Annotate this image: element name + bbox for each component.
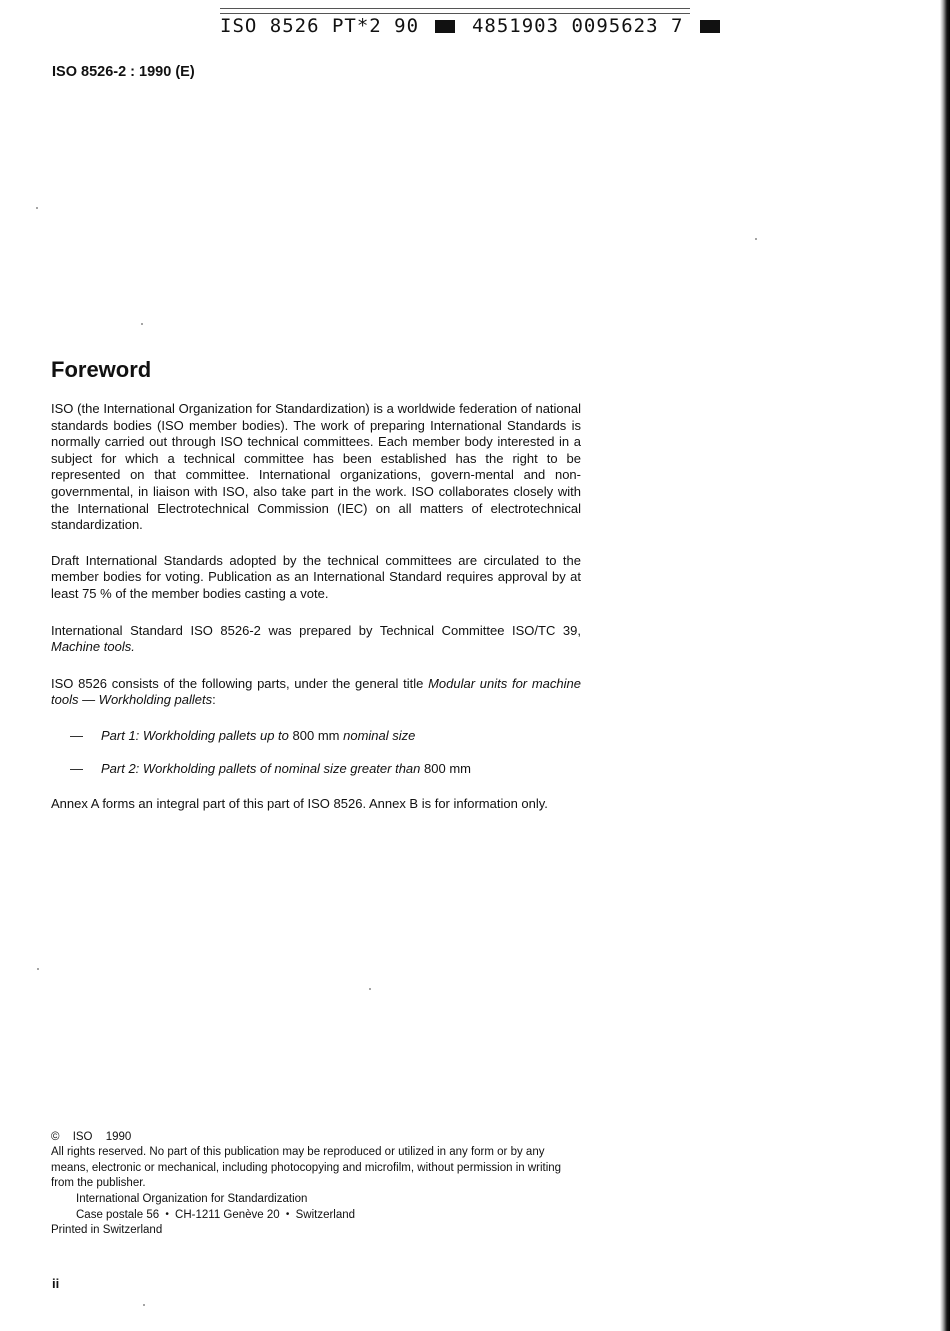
- publisher-name: International Organization for Standardization: [76, 1192, 308, 1205]
- paragraph-4-colon: :: [212, 692, 216, 708]
- paragraph-4-text: ISO 8526 consists of the following parts, under the general title: [51, 675, 424, 691]
- document-id: ISO 8526-2 : 1990 (E): [52, 64, 195, 80]
- catalog-code-a: ISO 8526 PT*2 90: [220, 15, 420, 37]
- foreword-paragraph-1: ISO (the International Organization for Standardization) is a worldwide federation of national standards bodies (ISO member bodies). The work of preparing International Standards is normally carried out through ISO technical committees. Each member body interested in a subject for which a technical committee has been established has the right to be represented on that committee. International organizations, govern-mental and non-governmental, in liaison with ISO, also take part in the work. ISO collaborates closely with the International Electrotechnical Commission (IEC) on all matters of electrotechnical standardization.: [51, 401, 581, 533]
- part-2-size: 800 mm: [424, 760, 471, 776]
- scan-edge-shadow: [940, 0, 950, 1331]
- printed-in: Printed in Switzerland: [51, 1224, 163, 1237]
- list-item: [51, 728, 581, 745]
- scan-speck: [37, 968, 39, 970]
- parts-list: [51, 728, 581, 777]
- foreword-paragraph-3: [51, 623, 581, 656]
- foreword-title: Foreword: [51, 357, 152, 382]
- rights-statement: All rights reserved. No part of this publication may be reproduced or utilized in any form or by any means, electronic or mechanical, including photocopying and microfilm, without permission in writing from the publisher.: [51, 1146, 562, 1190]
- header-rule-top: [220, 8, 690, 9]
- bullet-icon: •: [165, 1209, 169, 1221]
- copyright-block: [51, 1130, 581, 1239]
- foreword-paragraph-5: Annex A forms an integral part of this part of ISO 8526. Annex B is for information only.: [51, 796, 548, 812]
- scan-speck: [141, 323, 143, 325]
- copyright-symbol: ©: [51, 1131, 60, 1143]
- address-postbox: Case postale 56: [76, 1209, 160, 1222]
- scan-speck: [36, 207, 38, 209]
- general-title: Modular units for machine tools — Workholding pallets: [51, 675, 581, 708]
- part-1-title: Part 1: Workholding pallets up to: [101, 727, 289, 743]
- copyright-org: ISO: [72, 1131, 93, 1143]
- paragraph-3-text: International Standard ISO 8526-2 was prepared by Technical Committee ISO/TC 39,: [51, 622, 581, 638]
- scan-speck: [143, 1304, 145, 1306]
- address-city: CH-1211 Genève 20: [175, 1209, 280, 1222]
- barcode-block-icon: [700, 20, 720, 33]
- barcode-block-icon: [435, 20, 455, 33]
- list-item-text: [101, 728, 415, 745]
- list-item-text: [101, 761, 471, 778]
- scan-speck: [369, 988, 371, 990]
- foreword-body: [51, 401, 581, 813]
- committee-title: Machine tools.: [51, 639, 135, 655]
- bullet-icon: •: [285, 1209, 290, 1221]
- publisher-address: [51, 1207, 581, 1223]
- catalog-code-b: 4851903 0095623 7: [471, 15, 684, 37]
- list-dash: —: [70, 760, 83, 776]
- page-number: ii: [52, 1276, 60, 1291]
- part-1-size: 800 mm: [292, 727, 340, 743]
- list-dash: —: [70, 727, 83, 743]
- scan-speck: [755, 238, 757, 240]
- part-1-suffix: nominal size: [343, 727, 416, 743]
- header-rule-bottom: [220, 13, 690, 14]
- foreword-paragraph-4: [51, 676, 581, 709]
- part-2-title: Part 2: Workholding pallets of nominal size greater than: [101, 760, 421, 776]
- copyright-line: [51, 1130, 581, 1145]
- catalog-code-line: [220, 15, 690, 37]
- copyright-year: 1990: [105, 1131, 132, 1143]
- foreword-paragraph-2: Draft International Standards adopted by the technical committees are circulated to the member bodies for voting. Publication as an International Standard requires approval by at least 75 % of the member bodies casting a vote.: [51, 552, 581, 601]
- address-country: Switzerland: [295, 1209, 356, 1222]
- list-item: [51, 761, 581, 778]
